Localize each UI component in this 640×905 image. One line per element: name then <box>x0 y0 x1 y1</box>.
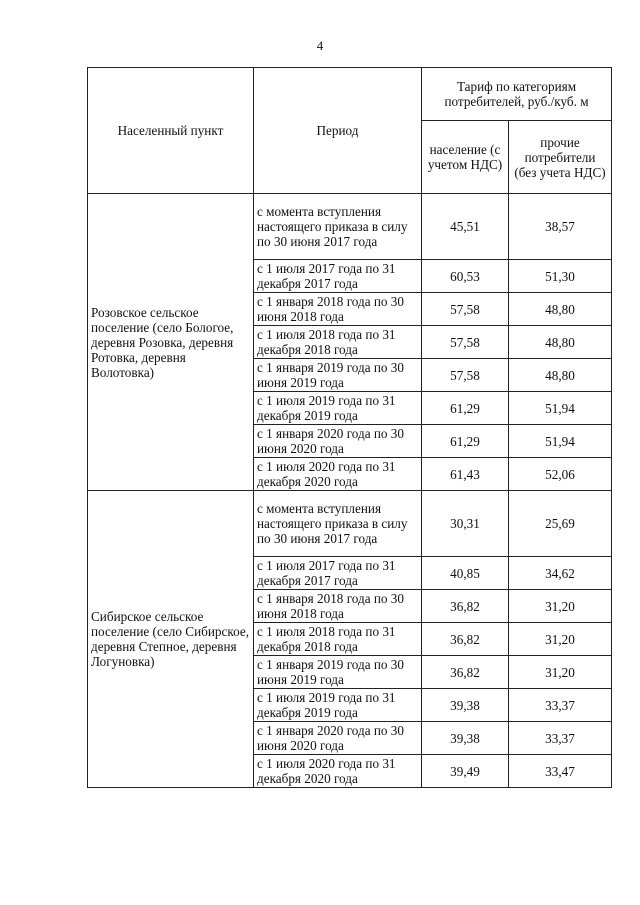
population-tariff-cell: 45,51 <box>422 194 509 260</box>
others-tariff-cell: 52,06 <box>509 458 612 491</box>
locality-cell: Сибирское сельское поселение (село Сибирское, деревня Степное, деревня Логуновка) <box>88 491 254 788</box>
period-cell: с 1 июля 2017 года по 31 декабря 2017 года <box>254 557 422 590</box>
period-cell: с 1 июля 2019 года по 31 декабря 2019 года <box>254 689 422 722</box>
others-tariff-cell: 31,20 <box>509 623 612 656</box>
period-cell: с момента вступления настоящего приказа в силу по 30 июня 2017 года <box>254 491 422 557</box>
others-tariff-cell: 48,80 <box>509 359 612 392</box>
population-tariff-cell: 39,38 <box>422 689 509 722</box>
population-tariff-cell: 57,58 <box>422 326 509 359</box>
locality-cell: Розовское сельское поселение (село Бологое, деревня Розовка, деревня Ротовка, деревня Волотовка) <box>88 194 254 491</box>
period-cell: с 1 июля 2020 года по 31 декабря 2020 года <box>254 458 422 491</box>
others-tariff-cell: 25,69 <box>509 491 612 557</box>
others-tariff-cell: 31,20 <box>509 590 612 623</box>
others-tariff-cell: 51,94 <box>509 425 612 458</box>
period-cell: с 1 января 2020 года по 30 июня 2020 года <box>254 425 422 458</box>
others-tariff-cell: 38,57 <box>509 194 612 260</box>
period-cell: с 1 июля 2019 года по 31 декабря 2019 года <box>254 392 422 425</box>
others-tariff-cell: 34,62 <box>509 557 612 590</box>
header-population: население (с учетом НДС) <box>422 121 509 194</box>
population-tariff-cell: 39,38 <box>422 722 509 755</box>
period-cell: с 1 июля 2018 года по 31 декабря 2018 года <box>254 623 422 656</box>
tariff-table <box>87 67 612 788</box>
others-tariff-cell: 48,80 <box>509 326 612 359</box>
population-tariff-cell: 61,43 <box>422 458 509 491</box>
period-cell: с 1 июля 2020 года по 31 декабря 2020 года <box>254 755 422 788</box>
header-period: Период <box>254 68 422 194</box>
population-tariff-cell: 60,53 <box>422 260 509 293</box>
page-number: 4 <box>316 38 324 53</box>
header-others: прочие потребители (без учета НДС) <box>509 121 612 194</box>
population-tariff-cell: 36,82 <box>422 656 509 689</box>
population-tariff-cell: 30,31 <box>422 491 509 557</box>
population-tariff-cell: 36,82 <box>422 590 509 623</box>
others-tariff-cell: 33,37 <box>509 689 612 722</box>
population-tariff-cell: 61,29 <box>422 392 509 425</box>
header-locality: Населенный пункт <box>88 68 254 194</box>
others-tariff-cell: 51,94 <box>509 392 612 425</box>
population-tariff-cell: 61,29 <box>422 425 509 458</box>
others-tariff-cell: 33,47 <box>509 755 612 788</box>
table-row <box>88 491 612 557</box>
period-cell: с 1 июля 2018 года по 31 декабря 2018 года <box>254 326 422 359</box>
period-cell: с 1 января 2019 года по 30 июня 2019 года <box>254 656 422 689</box>
others-tariff-cell: 31,20 <box>509 656 612 689</box>
population-tariff-cell: 40,85 <box>422 557 509 590</box>
period-cell: с момента вступления настоящего приказа в силу по 30 июня 2017 года <box>254 194 422 260</box>
population-tariff-cell: 39,49 <box>422 755 509 788</box>
table-row <box>88 194 612 260</box>
period-cell: с 1 июля 2017 года по 31 декабря 2017 года <box>254 260 422 293</box>
period-cell: с 1 января 2019 года по 30 июня 2019 года <box>254 359 422 392</box>
header-tariff-group: Тариф по категориям потребителей, руб./куб. м <box>422 68 612 121</box>
period-cell: с 1 января 2020 года по 30 июня 2020 года <box>254 722 422 755</box>
period-cell: с 1 января 2018 года по 30 июня 2018 года <box>254 293 422 326</box>
population-tariff-cell: 36,82 <box>422 623 509 656</box>
others-tariff-cell: 33,37 <box>509 722 612 755</box>
others-tariff-cell: 48,80 <box>509 293 612 326</box>
population-tariff-cell: 57,58 <box>422 293 509 326</box>
population-tariff-cell: 57,58 <box>422 359 509 392</box>
period-cell: с 1 января 2018 года по 30 июня 2018 года <box>254 590 422 623</box>
others-tariff-cell: 51,30 <box>509 260 612 293</box>
